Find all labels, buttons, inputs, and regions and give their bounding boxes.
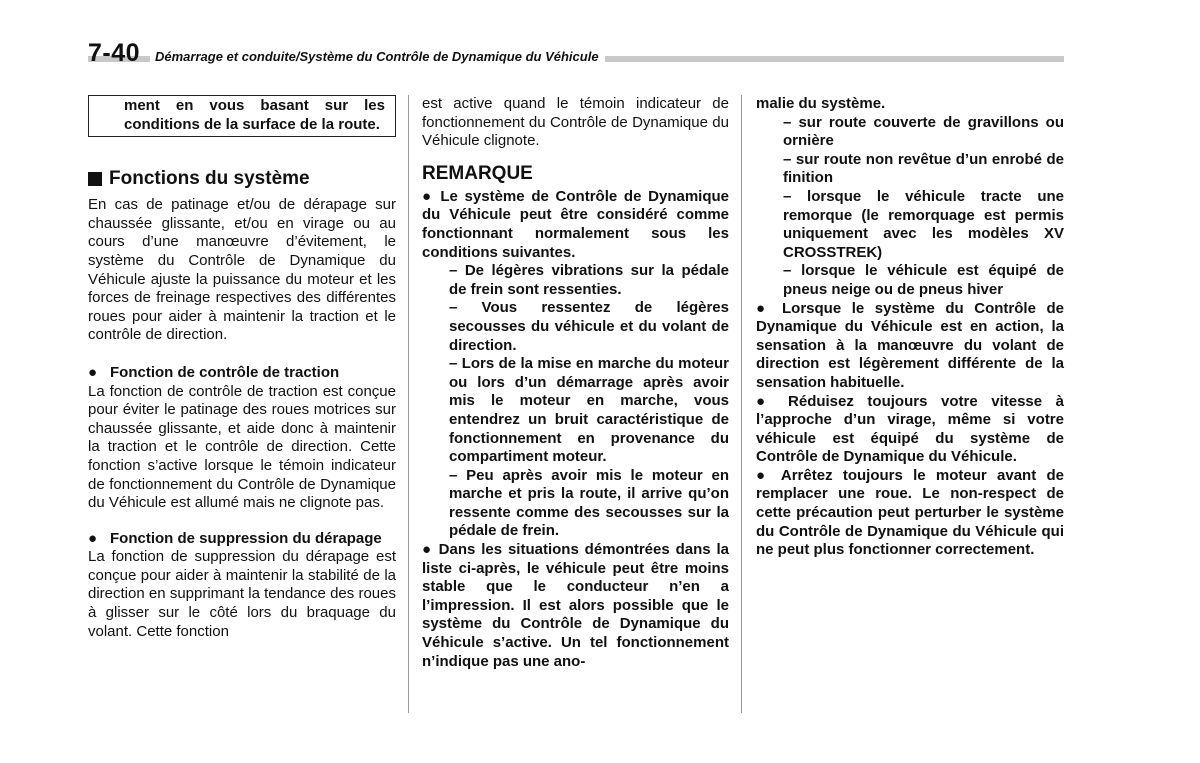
traction-heading [88,364,396,383]
page-number: 7-40 [88,39,141,67]
remark-heading: REMARQUE [422,162,533,184]
running-header-wrap [150,48,605,66]
column-left [88,95,396,641]
column-right [756,95,1064,560]
column-middle [422,95,729,671]
remark-dash-item: – Peu après avoir mis le moteur en marche et pris la route, il arrive qu’on ressente comme des secousses sur la pédale de frein. [449,466,729,540]
remark-dash-item: – sur route couverte de gravillons ou ornière [783,113,1064,150]
section-heading [88,168,396,190]
skid-paragraph: La fonction de suppression du dérapage est conçue pour aider à maintenir la stabilité de la direction en supprimant la tendance des roues à glisser sur le côté lors du braquage du volant. Cette fonction [88,548,396,640]
remark-bullet: ● Réduisez toujours votre vitesse à l’approche d’un virage, même si votre véhicule est équipé du système de Contrôle de Dynamique du Véhicule. [756,392,1064,466]
remark-bullet: ● Arrêtez toujours le moteur avant de remplacer une roue. Le non-respect de cette précaution peut perturber le système du Contrôle de Dynamique du Véhicule qui ne peut plus fonctionner correctement. [756,466,1064,559]
remark-dash-item: – lorsque le véhicule est équipé de pneus neige ou de pneus hiver [783,262,1064,298]
warning-box: ment en vous basant sur les conditions de la surface de la route. [88,95,396,137]
column-divider [741,95,742,713]
remark-dash-item: – sur route non revêtue d’un enrobé de finition [783,150,1064,187]
bullet-icon: ● [88,529,98,547]
section-heading-text: Fonctions du système [109,168,310,190]
continuation-paragraph: est active quand le témoin indicateur de fonctionnement du Contrôle de Dynamique du Véhicule clignote. [422,95,729,150]
traction-paragraph: La fonction de contrôle de traction est conçue pour éviter le patinage des roues motrices sur chaussée glissante, et aide donc à maintenir la traction et le contrôle de direction. Cette fonction s’active lorsque le témoin indicateur de fonctionnement du Contrôle de Dynamique du Véhicule est allumé mais ne clignote pas. [88,382,396,512]
remark-dash-item: – Vous ressentez de légères secousses du véhicule et du volant de direction. [449,299,729,354]
remark-bullet: ● Lorsque le système du Contrôle de Dynamique du Véhicule est en action, la sensation à la manœuvre du volant de direction est légèrement différente de la sensation habituelle. [756,299,1064,391]
remark-dash-item: – lorsque le véhicule tracte une remorque (le remorquage est permis uniquement avec les modèles XV CROSSTREK) [783,187,1064,261]
remark-bullet: ● Le système de Contrôle de Dynamique du Véhicule peut être considéré comme fonctionnant normalement sous les conditions suivantes. [422,187,729,261]
bullet-icon: ● [88,363,98,381]
remark-dash-item: – De légères vibrations sur la pédale de frein sont ressenties. [449,262,729,298]
remark-bullet: ● Dans les situations démontrées dans la liste ci-après, le véhicule peut être moins stable que le conducteur n’en a l’impression. Il est alors possible que le système du Contrôle de Dynamique du Véhicule s’active. Un tel fonctionnement n’indique pas une ano- [422,541,729,670]
traction-heading-text: Fonction de contrôle de traction [110,363,340,381]
running-header: Démarrage et conduite/Système du Contrôle de Dynamique du Véhicule [155,49,599,64]
skid-heading-text: Fonction de suppression du dérapage [110,529,382,547]
remark-dash-item: – Lors de la mise en marche du moteur ou lors d’un démarrage après avoir mis le moteur en marche, vous entendrez un bruit caractéristique de fonctionnement en provenance du compartiment moteur. [449,355,729,466]
square-bullet-icon [88,172,102,186]
continuation-paragraph: malie du système. [756,95,886,112]
skid-heading [88,530,396,549]
intro-paragraph: En cas de patinage et/ou de dérapage sur chaussée glissante, et/ou en virage ou au cours d’une manœuvre d’évitement, le système du Contrôle de Dynamique du Véhicule ajuste la puissance du moteur et les forces de freinage respectives des différentes roues pour aider à maintenir la traction et le contrôle de direction. [88,196,396,344]
column-divider [408,95,409,713]
